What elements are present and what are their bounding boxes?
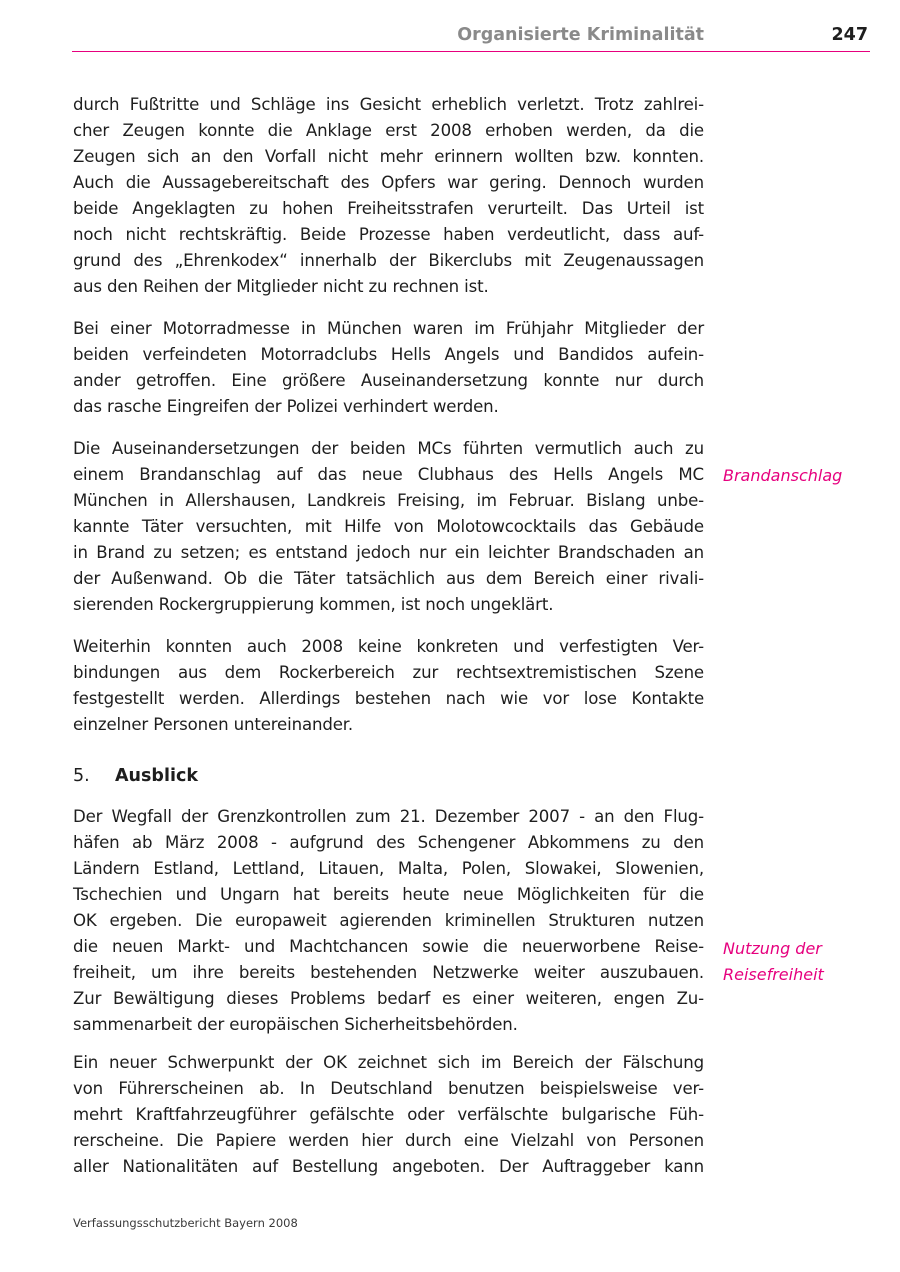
text-line: Weiterhin konnten auch 2008 keine konkreten und verfestigten Ver- [73, 637, 704, 656]
section-number: 5. [73, 766, 90, 786]
text-line: in Brand zu setzen; es entstand jedoch nur ein leichter Brandschaden an [73, 543, 704, 562]
paragraph-4 [73, 634, 704, 738]
text-line: beiden verfeindeten Motorradclubs Hells Angels und Bandidos aufein- [73, 345, 704, 364]
text-line: mehrt Kraftfahrzeugführer gefälschte oder verfälschte bulgarische Füh- [73, 1105, 704, 1124]
text-line: München in Allershausen, Landkreis Freising, im Februar. Bislang unbe- [73, 491, 704, 510]
margin-note-line: Reisefreiheit [723, 965, 824, 984]
text-line: sierenden Rockergruppierung kommen, ist noch ungeklärt. [73, 595, 554, 614]
text-line: häfen ab März 2008 - aufgrund des Schengener Abkommens zu den [73, 833, 704, 852]
paragraph-3 [73, 436, 704, 618]
text-line: Ländern Estland, Lettland, Litauen, Malta, Polen, Slowakei, Slowenien, [73, 859, 704, 878]
paragraph-1 [73, 92, 704, 300]
text-line: Die Auseinandersetzungen der beiden MCs führten vermutlich auch zu [73, 439, 704, 458]
text-line: kannte Täter versuchten, mit Hilfe von Molotowcocktails das Gebäude [73, 517, 704, 536]
text-line: der Außenwand. Ob die Täter tatsächlich aus dem Bereich einer rivali- [73, 569, 704, 588]
paragraph-2-text [73, 316, 704, 420]
text-line: Ein neuer Schwerpunkt der OK zeichnet sich im Bereich der Fälschung [73, 1053, 704, 1072]
text-line: cher Zeugen konnte die Anklage erst 2008 erhoben werden, da die [73, 121, 704, 140]
paragraph-5 [73, 804, 704, 1038]
section-heading [73, 766, 198, 786]
text-line: durch Fußtritte und Schläge ins Gesicht erheblich verletzt. Trotz zahlrei- [73, 95, 704, 114]
text-line: freiheit, um ihre bereits bestehenden Netzwerke weiter auszubauen. [73, 963, 704, 982]
paragraph-4-text [73, 634, 704, 738]
section-title: Ausblick [115, 766, 198, 786]
text-line: ander getroffen. Eine größere Auseinandersetzung konnte nur durch [73, 371, 704, 390]
margin-note-brandanschlag: Brandanschlag [723, 466, 843, 485]
paragraph-6 [73, 1050, 704, 1180]
text-line: von Führerscheinen ab. In Deutschland benutzen beispielsweise ver- [73, 1079, 704, 1098]
text-line: sammenarbeit der europäischen Sicherheitsbehörden. [73, 1015, 518, 1034]
text-line: Tschechien und Ungarn hat bereits heute neue Möglichkeiten für die [73, 885, 704, 904]
text-line: aller Nationalitäten auf Bestellung angeboten. Der Auftraggeber kann [73, 1157, 704, 1176]
text-line: grund des „Ehrenkodex“ innerhalb der Bikerclubs mit Zeugenaussagen [73, 251, 704, 270]
text-line: Zeugen sich an den Vorfall nicht mehr erinnern wollten bzw. konnten. [73, 147, 704, 166]
running-header-title: Organisierte Kriminalität [457, 25, 704, 45]
header-rule [72, 51, 870, 52]
text-line: das rasche Eingreifen der Polizei verhindert werden. [73, 397, 499, 416]
margin-note-reisefreiheit [723, 936, 824, 988]
paragraph-6-text [73, 1050, 704, 1180]
text-line: Auch die Aussagebereitschaft des Opfers war gering. Dennoch wurden [73, 173, 704, 192]
paragraph-1-text [73, 92, 704, 300]
text-line: bindungen aus dem Rockerbereich zur rechtsextremistischen Szene [73, 663, 704, 682]
paragraph-3-text [73, 436, 704, 618]
paragraph-2 [73, 316, 704, 420]
text-line: die neuen Markt- und Machtchancen sowie die neuerworbene Reise- [73, 937, 704, 956]
text-line: Bei einer Motorradmesse in München waren im Frühjahr Mitglieder der [73, 319, 704, 338]
text-line: aus den Reihen der Mitglieder nicht zu rechnen ist. [73, 277, 489, 296]
text-line: beide Angeklagten zu hohen Freiheitsstrafen verurteilt. Das Urteil ist [73, 199, 704, 218]
text-line: rerscheine. Die Papiere werden hier durch eine Vielzahl von Personen [73, 1131, 704, 1150]
text-line: Zur Bewältigung dieses Problems bedarf es einer weiteren, engen Zu- [73, 989, 704, 1008]
text-line: einzelner Personen untereinander. [73, 715, 354, 734]
page-number: 247 [831, 25, 868, 45]
page-footer: Verfassungsschutzbericht Bayern 2008 [73, 1216, 298, 1230]
text-line: OK ergeben. Die europaweit agierenden kriminellen Strukturen nutzen [73, 911, 704, 930]
paragraph-5-text [73, 804, 704, 1038]
text-line: einem Brandanschlag auf das neue Clubhaus des Hells Angels MC [73, 465, 704, 484]
text-line: Der Wegfall der Grenzkontrollen zum 21. Dezember 2007 - an den Flug- [73, 807, 704, 826]
text-line: noch nicht rechtskräftig. Beide Prozesse haben verdeutlicht, dass auf- [73, 225, 704, 244]
text-line: festgestellt werden. Allerdings bestehen nach wie vor lose Kontakte [73, 689, 704, 708]
margin-note-line: Nutzung der [723, 939, 822, 958]
